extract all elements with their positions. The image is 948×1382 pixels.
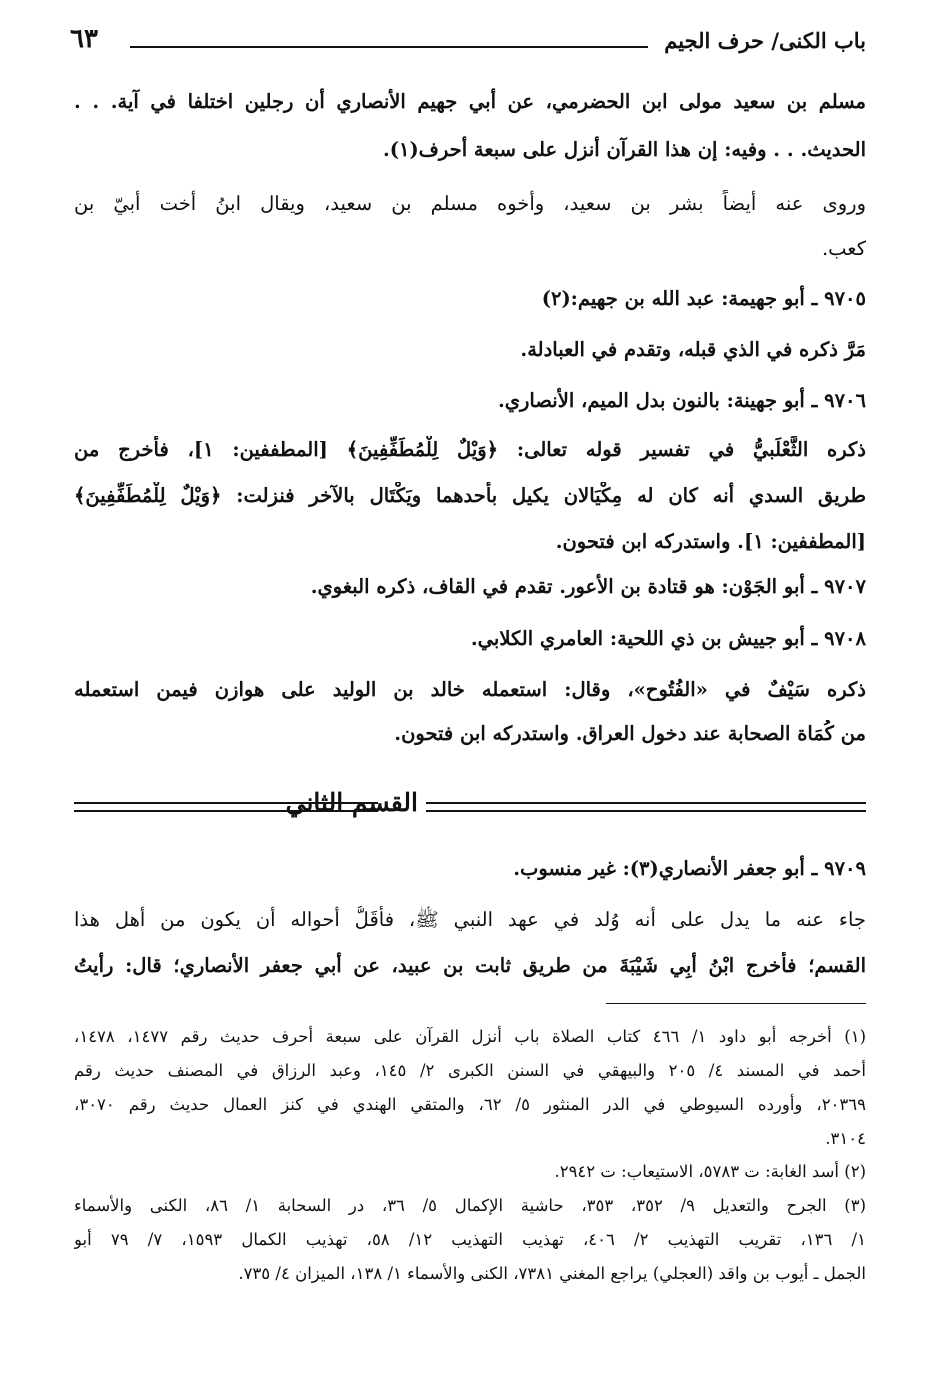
body-line: مسلم بن سعيد مولى ابن الحضرمي، عن أبي جهيم الأنصاري أن رجلين اختلفا في آية. . . (74, 90, 866, 113)
header-rule (130, 46, 648, 48)
body-line: القسم؛ فأخرج ابْنُ أبِي شَيْبَةَ من طريق ثابت بن عبيد، عن أبي جعفر الأنصاري؛ قال: رأيتُ (74, 954, 866, 977)
footnote-line: (٣) الجرح والتعديل ٩/ ٣٥٢، ٣٥٣، حاشية الإكمال ٥/ ٣٦، در السحابة ١/ ٨٦، الكنى والأسماء (74, 1196, 866, 1215)
body-line: كعب. (821, 237, 866, 260)
body-line: من كُمَاة الصحابة عند دخول العراق. واستدركه ابن فتحون. (394, 722, 866, 745)
footnote-line: ١/ ١٣٦، تقريب التهذيب ٢/ ٤٠٦، تهذيب التهذيب ١٢/ ٥٨، تهذيب الكمال ١٥٩٣، ٧/ ٧٩ أبو (74, 1230, 866, 1249)
section-divider (74, 788, 866, 828)
entry-heading: ٩٧٠٧ ـ أبو الجَوْن: هو قتادة بن الأعور. تقدم في القاف، ذكره البغوي. (310, 575, 866, 598)
footnote-separator (606, 1003, 866, 1004)
footnote-line: ٢٠٣٦٩، وأورده السيوطي في الدر المنثور ٥/ ٦٢، والمتقي الهندي في كنز العمال حديث رقم ٣٠٧٠، (74, 1095, 866, 1114)
footnote-line: ٣١٠٤. (825, 1129, 866, 1148)
running-header (70, 24, 866, 64)
body-line: وروى عنه أيضاً بشر بن سعيد، وأخوه مسلم بن سعيد، ويقال ابنُ أخت أبيّ بن (74, 192, 866, 215)
double-rule-right (426, 802, 866, 812)
footnote-line: (١) أخرجه أبو داود ١/ ٤٦٦ كتاب الصلاة باب أنزل القرآن على سبعة أحرف حديث رقم ١٤٧٧، ١٤٧٨، (74, 1027, 866, 1046)
body-line: طريق السدي أنه كان له مِكْيَالان يكيل بأحدهما ويَكْتَال بالآخر فنزلت: ﴿وَيْلٌ لِلْمُطَفِّفِينَ﴾ (74, 484, 866, 507)
entry-heading: ٩٧٠٥ ـ أبو جهيمة: عبد الله بن جهيم:(٢) (541, 287, 866, 310)
body-line: الحديث. . . وفيه: إن هذا القرآن أنزل على سبعة أحرف(١). (382, 138, 866, 161)
body-line: [المطففين: ١]. واستدركه ابن فتحون. (555, 530, 866, 553)
double-rule-left (74, 802, 378, 812)
body-line: ذكره الثَّعْلَبيُّ في تفسير قوله تعالى: ﴿وَيْلٌ لِلْمُطَفِّفِينَ﴾ [المطففين: ١]، فأخرج من (74, 438, 866, 461)
entry-heading: ٩٧٠٩ ـ أبو جعفر الأنصاري(٣): غير منسوب. (513, 857, 866, 880)
entry-heading: ٩٧٠٨ ـ أبو جييش بن ذي اللحية: العامري الكلابي. (470, 627, 866, 650)
section-title: القسم الثاني (285, 788, 418, 817)
running-title: باب الكنى/ حرف الجيم (664, 28, 866, 53)
footnote-line: (٢) أسد الغابة: ت ٥٧٨٣، الاستيعاب: ت ٢٩٤٢. (554, 1162, 866, 1181)
body-line: جاء عنه ما يدل على أنه وُلد في عهد النبي ﷺ، فأقَلُّ أحواله أن يكون من أهل هذا (74, 908, 866, 931)
body-line: مَرَّ ذكره في الذي قبله، وتقدم في العبادلة. (520, 338, 866, 361)
body-line: ذكره سَيْفٌ في «الفُتُوح»، وقال: استعمله خالد بن الوليد على هوازن فيمن استعمله (74, 678, 866, 701)
footnote-line: أحمد في المسند ٤/ ٢٠٥ والبيهقي في السنن الكبرى ٢/ ١٤٥، وعبد الرزاق في المصنف حديث رقم (74, 1061, 866, 1080)
page-number: ٦٣ (70, 24, 98, 54)
entry-heading: ٩٧٠٦ ـ أبو جهينة: بالنون بدل الميم، الأنصاري. (497, 389, 866, 412)
footnote-line: الجمل ـ أيوب بن واقد (العجلي) يراجع المغني ٧٣٨١، الكنى والأسماء ١/ ١٣٨، الميزان ٤/ ٧٣٥. (238, 1264, 866, 1283)
